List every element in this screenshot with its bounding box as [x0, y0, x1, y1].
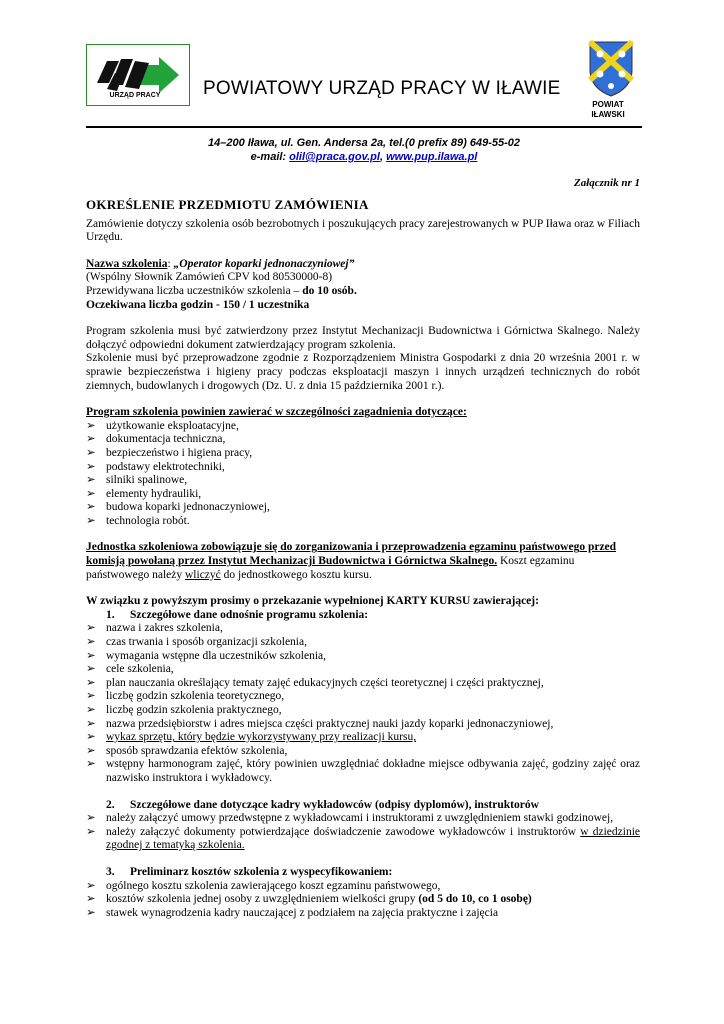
- list-item: [86, 461, 640, 475]
- list-item: [86, 718, 640, 732]
- email-link[interactable]: olil@praca.gov.pl: [289, 151, 380, 163]
- program-item-4: silniki spalinowe,: [106, 474, 188, 487]
- section-1-item-10: wstępny harmonogram zajęć, który powinien uwzględniać dokładne miejsce odbywania zajęć, godziny zajęć oraz nazwisko instruktora i wykładowcy.: [106, 758, 640, 784]
- urzad-pracy-logo: [86, 44, 190, 106]
- list-item: [86, 636, 640, 650]
- arrow-bullet-icon: ➢: [86, 487, 96, 500]
- list-item: [86, 893, 640, 907]
- program-item-7: technologia robót.: [106, 514, 190, 527]
- arrow-bullet-icon: ➢: [86, 474, 96, 487]
- section-3-list: [86, 880, 640, 921]
- cpv-code: (Wspólny Słownik Zamówień CPV kod 80530000-8): [86, 271, 333, 284]
- section-1-item-4: plan nauczania określający tematy zajęć edukacyjnych części teoretycznej i części praktycznej,: [106, 676, 544, 689]
- arrow-bullet-icon: ➢: [86, 825, 96, 838]
- program-item-1: dokumentacja techniczna,: [106, 433, 226, 446]
- program-list: [86, 420, 640, 529]
- section-3-title: Preliminarz kosztów szkolenia z wyspecyfikowaniem:: [130, 865, 393, 878]
- list-item: [86, 880, 640, 894]
- powiat-crest-icon: [588, 40, 634, 98]
- list-item: [86, 474, 640, 488]
- section-3-heading: [106, 866, 640, 880]
- section-1-heading: [106, 609, 640, 623]
- arrow-bullet-icon: ➢: [86, 460, 96, 473]
- crest-label-line-1: POWIAT: [592, 100, 624, 109]
- section-2-number: 2.: [106, 798, 115, 811]
- section-1-item-8: wykaz sprzętu, który będzie wykorzystywany przy realizacji kursu,: [106, 731, 417, 744]
- contact-separator: ,: [379, 151, 387, 163]
- list-item: [86, 663, 640, 677]
- list-item: [86, 704, 640, 718]
- section-1-list: [86, 622, 640, 785]
- arrow-bullet-icon: ➢: [86, 663, 96, 676]
- arrow-bullet-icon: ➢: [86, 501, 96, 514]
- exam-cost-text: Koszt egzaminu państwowego należy: [86, 555, 575, 581]
- list-item: [86, 420, 640, 434]
- exam-cost-emphasis: wliczyć: [185, 568, 221, 581]
- arrow-bullet-icon: ➢: [86, 433, 96, 446]
- arrow-bullet-icon: ➢: [86, 649, 96, 662]
- arrow-bullet-icon: ➢: [86, 879, 96, 892]
- list-item: [86, 677, 640, 691]
- logo-caption: URZĄD PRACY: [109, 92, 161, 99]
- list-item: [86, 745, 640, 759]
- list-item: [86, 488, 640, 502]
- participants-value: do 10 osób.: [302, 284, 357, 297]
- list-item: [86, 515, 640, 529]
- list-item: [86, 731, 640, 745]
- section-2-item-2: należy załączyć dokumenty potwierdzające doświadczenie zawodowe wykładowców i instruktorów: [106, 825, 581, 838]
- section-2-item-1: należy załączyć umowy przedwstępne z wykładowcami i instruktorami z uwzględnieniem stawki godzinowej,: [106, 812, 614, 825]
- intro-paragraph: Zamówienie dotyczy szkolenia osób bezrobotnych i poszukujących pracy zarejestrowanych w PUP Iława oraz w Filiach Urzędu.: [86, 217, 640, 244]
- arrow-bullet-icon: ➢: [86, 731, 96, 744]
- list-item: [86, 690, 640, 704]
- arrow-bullet-icon: ➢: [86, 419, 96, 432]
- header-divider: [86, 126, 642, 128]
- arrow-bullet-icon: ➢: [86, 812, 96, 825]
- document-heading: OKREŚLENIE PRZEDMIOTU ZAMÓWIENIA: [86, 197, 369, 212]
- arrow-bullet-icon: ➢: [86, 893, 96, 906]
- arrow-bullet-icon: ➢: [86, 717, 96, 730]
- section-3-item-3: stawek wynagrodzenia kadry nauczającej z podziałem na zajęcia praktyczne i zajęcia: [106, 906, 499, 919]
- program-item-6: budowa koparki jednonaczyniowej,: [106, 501, 270, 514]
- section-1-item-0: nazwa i zakres szkolenia,: [106, 622, 223, 635]
- contact-line: [86, 151, 642, 163]
- section-3-item-1: ogólnego kosztu szkolenia zawierającego koszt egzaminu państwowego,: [106, 879, 441, 892]
- hours-line: Oczekiwana liczba godzin - 150 / 1 uczestnika: [86, 298, 310, 311]
- exam-cost-text-end: do jednostkowego kosztu kursu.: [220, 568, 372, 581]
- list-item: [86, 812, 640, 826]
- program-item-2: bezpieczeństwo i higiena pracy,: [106, 446, 253, 459]
- section-1-item-9: sposób sprawdzania efektów szkolenia,: [106, 744, 288, 757]
- section-3-item-2: kosztów szkolenia jednej osoby z uwzględnieniem wielkości grupy: [106, 893, 419, 906]
- list-item: [86, 907, 640, 921]
- arrow-bullet-icon: ➢: [86, 622, 96, 635]
- program-heading: Program szkolenia powinien zawierać w szczególności zagadnienia dotyczące:: [86, 406, 467, 419]
- training-name-colon: :: [167, 257, 174, 270]
- training-name: [86, 258, 640, 272]
- section-1-item-7: nazwa przedsiębiorstw i adres miejsca części praktycznej nauki jazdy koparki jednonaczyniowej,: [106, 717, 554, 730]
- section-1-number: 1.: [106, 608, 115, 621]
- exam-requirement: Jednostka szkoleniowa zobowiązuje się do zorganizowania i przeprowadzenia egzaminu państwowego przed komisją powołaną przez Instytut Mechanizacji Budownictwa i Górnictwa Skalnego.: [86, 541, 617, 568]
- program-item-3: podstawy elektrotechniki,: [106, 460, 225, 473]
- section-2-title: Szczegółowe dane dotyczące kadry wykładowców (odpisy dyplomów), instruktorów: [130, 798, 539, 811]
- participants-prefix: Przewidywana liczba uczestników szkolenia –: [86, 284, 303, 297]
- arrow-bullet-icon: ➢: [86, 676, 96, 689]
- training-name-value: „Operator koparki jednonaczyniowej”: [173, 257, 355, 270]
- exam-paragraph: [86, 541, 640, 582]
- list-item: [86, 650, 640, 664]
- request-line: W związku z powyższym prosimy o przekazanie wypełnionej KARTY KURSU zawierającej:: [86, 595, 539, 608]
- arrow-bullet-icon: ➢: [86, 758, 96, 771]
- section-3-item-2-range: (od 5 do 10, co 1 osobę): [418, 893, 532, 906]
- annex-label: Załącznik nr 1: [573, 177, 640, 189]
- section-1-title: Szczegółowe dane odnośnie programu szkolenia:: [130, 608, 369, 621]
- section-1-item-5: liczbę godzin szkolenia teoretycznego,: [106, 690, 285, 703]
- email-prefix: e-mail:: [250, 151, 290, 163]
- section-1-item-6: liczbę godzin szkolenia praktycznego,: [106, 704, 282, 716]
- regulation-paragraph: Szkolenie musi być przeprowadzone zgodnie z Rozporządzeniem Ministra Gospodarki z dnia 20 września 2001 r. w sprawie bezpieczeństwa i higieny pracy podczas eksploatacji maszyn i innych urządzeń technicznych do robót ziemnych, budowlanych i drogowych (Dz. U. z dnia 15 października 2001 r.).: [86, 352, 640, 392]
- crest-label: [578, 100, 638, 120]
- program-item-0: użytkowanie eksploatacyjne,: [106, 419, 239, 432]
- program-item-5: elementy hydrauliki,: [106, 487, 202, 500]
- section-2-heading: [106, 799, 640, 813]
- document-body: [86, 198, 640, 920]
- list-item: [86, 826, 640, 853]
- list-item: [86, 501, 640, 515]
- section-3-number: 3.: [106, 865, 115, 878]
- list-item: [86, 447, 640, 461]
- crest-label-line-2: IŁAWSKI: [591, 110, 625, 119]
- list-item: [86, 622, 640, 636]
- website-link[interactable]: www.pup.ilawa.pl: [386, 151, 478, 163]
- section-1-item-1: czas trwania i sposób organizacji szkolenia,: [106, 636, 307, 649]
- arrow-bullet-icon: ➢: [86, 446, 96, 459]
- list-item: [86, 758, 640, 785]
- section-1-item-3: cele szkolenia,: [106, 663, 174, 676]
- arrow-bullet-icon: ➢: [86, 704, 96, 716]
- arrow-bullet-icon: ➢: [86, 744, 96, 757]
- arrow-bullet-icon: ➢: [86, 906, 96, 919]
- participants-line: [86, 285, 640, 299]
- arrow-bullet-icon: ➢: [86, 690, 96, 703]
- section-2-list: [86, 812, 640, 853]
- arrow-bullet-icon: ➢: [86, 636, 96, 649]
- list-item: [86, 433, 640, 447]
- office-title: POWIATOWY URZĄD PRACY W IŁAWIE: [203, 78, 561, 99]
- section-1-item-2: wymagania wstępne dla uczestników szkolenia,: [106, 649, 327, 662]
- address-line: 14–200 Iława, ul. Gen. Andersa 2a, tel.(0 prefix 89) 649-55-02: [207, 137, 521, 149]
- approval-paragraph: Program szkolenia musi być zatwierdzony przez Instytut Mechanizacji Budownictwa i Górnictwa Skalnego. Należy dołączyć odpowiedni dokument zatwierdzający program szkolenia.: [86, 325, 640, 351]
- training-name-label: Nazwa szkolenia: [86, 257, 168, 270]
- arrow-bullet-icon: ➢: [86, 514, 96, 527]
- section-2-item-2-emphasis: w dziedzinie zgodnej z tematyką szkolenia.: [106, 825, 640, 852]
